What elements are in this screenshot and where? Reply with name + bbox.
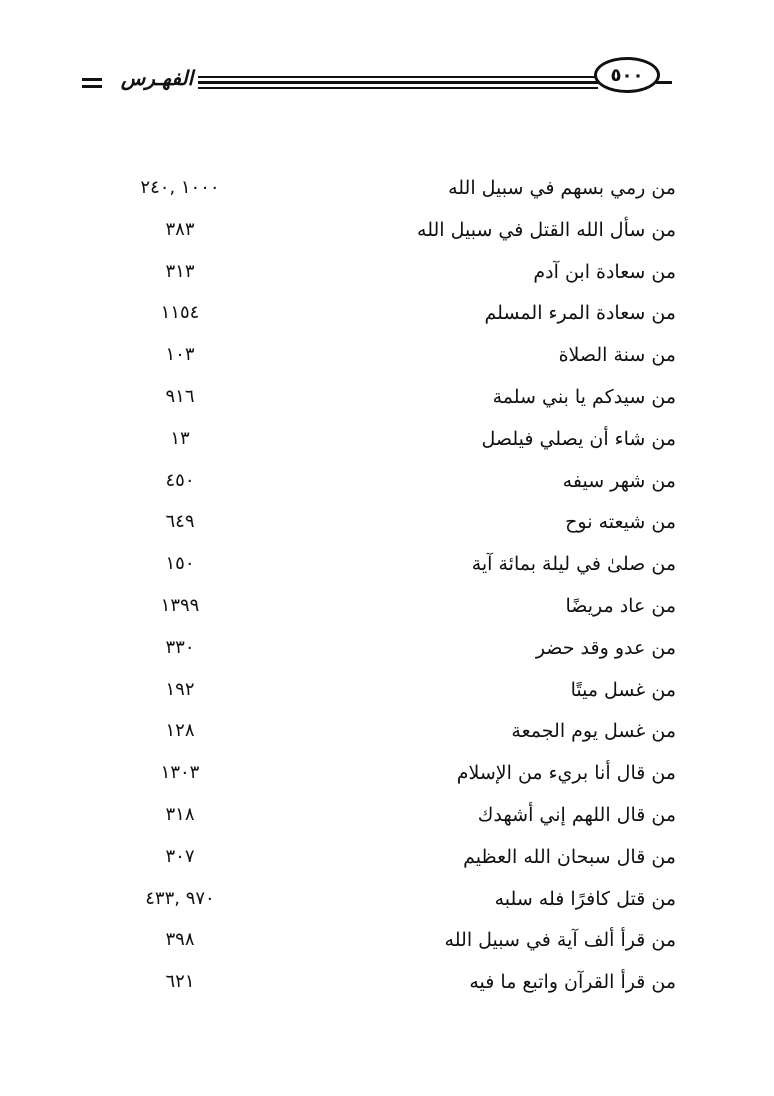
index-entries [0, 170, 774, 1006]
index-entry [0, 421, 774, 463]
entry-text: من سيدكم يا بني سلمة [492, 385, 676, 408]
index-entry [0, 379, 774, 421]
entry-pages: ١٢٨ [165, 720, 195, 742]
entry-text: من غسل ميتًا [570, 678, 676, 701]
index-entry [0, 588, 774, 630]
entry-text: من غسل يوم الجمعة [511, 720, 676, 743]
entry-text: من قرأ القرآن واتبع ما فيه [469, 971, 676, 994]
entry-text: من سعادة ابن آدم [533, 260, 676, 283]
header-dash-top [82, 78, 102, 81]
entry-text: من سعادة المرء المسلم [484, 302, 676, 325]
index-entry [0, 463, 774, 505]
index-entry [0, 964, 774, 1006]
entry-pages: ١٣٠٣ [160, 762, 200, 784]
entry-text: من شهر سيفه [562, 469, 676, 492]
entry-text: من قال أنا بريء من الإسلام [456, 762, 676, 785]
index-entry [0, 630, 774, 672]
entry-pages: ١١٥٤ [160, 302, 200, 324]
index-entry [0, 337, 774, 379]
index-entry [0, 881, 774, 923]
entry-text: من رمي بسهم في سبيل الله [448, 177, 676, 199]
index-entry [0, 922, 774, 964]
entry-text: من عدو وقد حضر [535, 636, 676, 659]
entry-pages: ١٩٢ [165, 678, 195, 700]
entry-pages: ٤٥٠ [165, 469, 195, 491]
index-entry [0, 170, 774, 212]
entry-pages: ٣٠٧ [165, 845, 195, 867]
entry-text: من قال اللهم إني أشهدك [477, 803, 676, 826]
index-entry [0, 504, 774, 546]
entry-pages: ٦٢١ [165, 971, 195, 993]
header-rule-top [198, 76, 598, 78]
entry-text: من سنة الصلاة [558, 344, 676, 367]
entry-pages: ١٥٠ [165, 553, 195, 575]
entry-text: من قال سبحان الله العظيم [463, 845, 676, 868]
entry-text: من قتل كافرًا فله سلبه [494, 887, 676, 910]
index-entry [0, 295, 774, 337]
header-rule-bottom [198, 87, 598, 89]
index-entry [0, 713, 774, 755]
header-rule-right [656, 81, 672, 84]
index-entry [0, 797, 774, 839]
entry-pages: ٣٣٠ [165, 636, 195, 658]
entry-pages: ٣١٨ [165, 803, 195, 825]
entry-pages: ٩٧٠ ,٤٣٣ [145, 887, 215, 909]
header-dash-bottom [82, 85, 102, 88]
entry-pages: ٣٨٣ [165, 218, 195, 240]
entry-pages: ١٠٣ [165, 344, 195, 366]
index-entry [0, 254, 774, 296]
entry-pages: ١٣٩٩ [160, 594, 200, 616]
running-title: الفهـرس [120, 66, 194, 90]
index-entry [0, 672, 774, 714]
entry-pages: ٩١٦ [165, 385, 195, 407]
entry-text: من شاء أن يصلي فيلصل [481, 427, 676, 450]
index-entry [0, 546, 774, 588]
index-entry [0, 212, 774, 254]
page-header [0, 0, 774, 130]
entry-pages: ١٣ [170, 427, 190, 449]
index-entry [0, 755, 774, 797]
entry-text: من عاد مريضًا [565, 594, 676, 617]
entry-pages: ٦٤٩ [165, 511, 195, 533]
entry-text: من قرأ ألف آية في سبيل الله [444, 929, 676, 952]
header-rule-middle [198, 81, 598, 84]
entry-pages: ١٠٠٠ ,٢٤٠ [140, 177, 220, 198]
entry-text: من سأل الله القتل في سبيل الله [417, 218, 676, 241]
entry-text: من صلىٰ في ليلة بمائة آية [471, 553, 676, 576]
index-entry [0, 839, 774, 881]
entry-text: من شيعته نوح [565, 511, 676, 534]
entry-pages: ٣٩٨ [165, 929, 195, 951]
entry-pages: ٣١٣ [165, 260, 195, 282]
page-number: ٥٠٠ [594, 57, 660, 93]
